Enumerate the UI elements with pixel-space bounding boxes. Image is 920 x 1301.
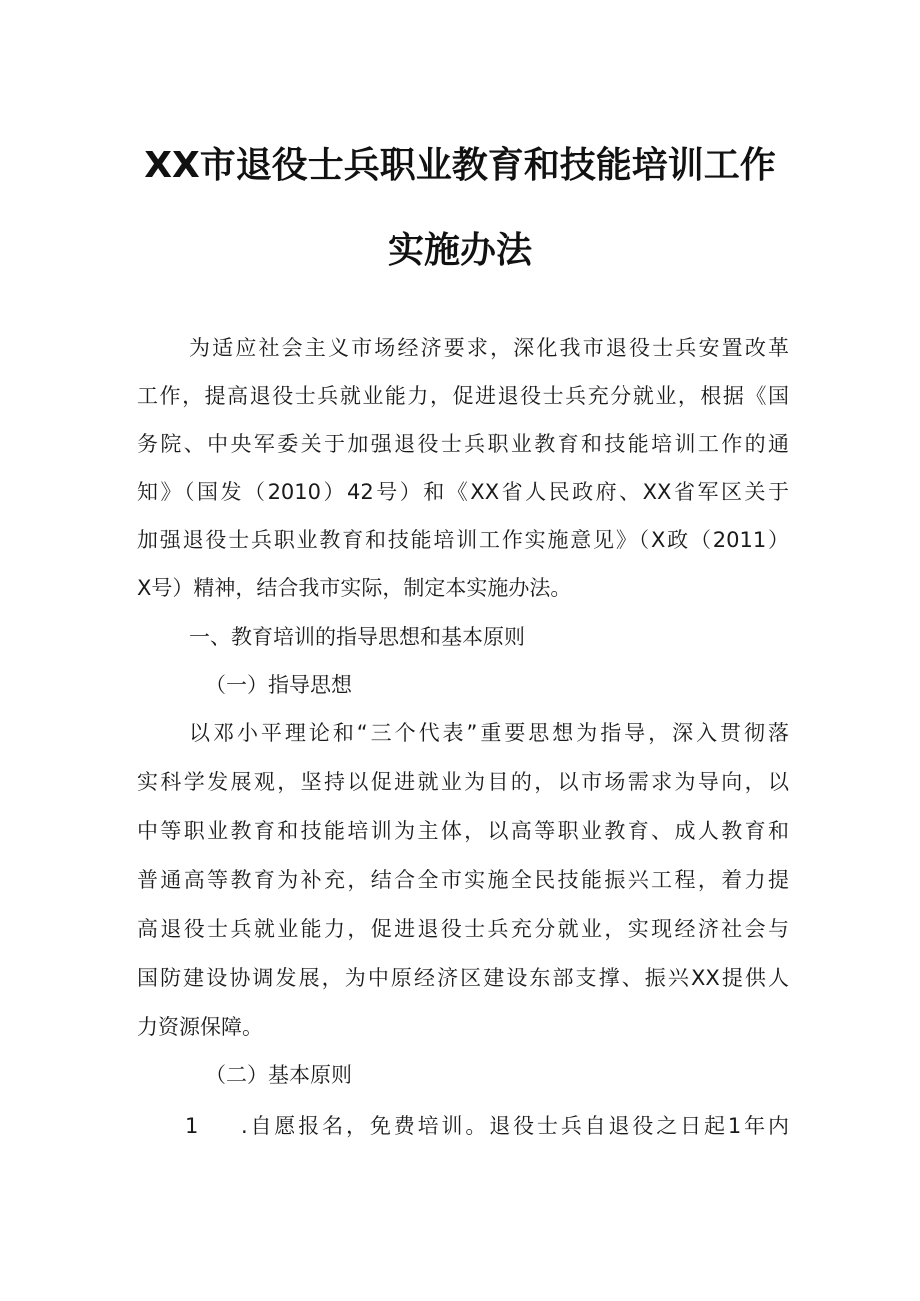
paragraph-line: 知》（国发（2010）42号）和《XX省人民政府、XX省军区关于	[137, 480, 789, 504]
paragraph-line: 普通高等教育为补充，结合全市实施全民技能振兴工程，着力提	[137, 868, 789, 892]
paragraph-line: 为适应社会主义市场经济要求，深化我市退役士兵安置改革	[189, 336, 789, 360]
document-title-line-1: XX市退役士兵职业教育和技能培训工作	[144, 145, 776, 186]
paragraph-line: 国防建设协调发展，为中原经济区建设东部支撑、振兴XX提供人	[137, 966, 789, 990]
paragraph-line: 工作，提高退役士兵就业能力，促进退役士兵充分就业，根据《国	[137, 384, 789, 408]
paragraph-line: 以邓小平理论和“三个代表”重要思想为指导，深入贯彻落	[189, 721, 789, 745]
paragraph-line: 实科学发展观，坚持以促进就业为目的，以市场需求为导向，以	[137, 770, 789, 794]
subsection-heading: （一）指导思想	[205, 673, 352, 697]
section-heading: 一、教育培训的指导思想和基本原则	[189, 625, 525, 649]
paragraph-line: 高退役士兵就业能力，促进退役士兵充分就业，实现经济社会与	[137, 917, 789, 941]
paragraph-line: 加强退役士兵职业教育和技能培训工作实施意见》（X政（2011）	[137, 528, 789, 552]
paragraph-line: 中等职业教育和技能培训为主体，以高等职业教育、成人教育和	[137, 819, 789, 843]
item-number: 1	[185, 1114, 199, 1138]
item-text: .自愿报名，免费培训。退役士兵自退役之日起1年内	[241, 1114, 789, 1138]
document-title-line-2: 实施办法	[387, 230, 532, 271]
paragraph-line: 力资源保障。	[137, 1015, 263, 1039]
subsection-heading: （二）基本原则	[205, 1063, 352, 1087]
paragraph-line: 务院、中央军委关于加强退役士兵职业教育和技能培训工作的通	[137, 432, 789, 456]
paragraph-line: X号）精神，结合我市实际，制定本实施办法。	[137, 576, 572, 600]
